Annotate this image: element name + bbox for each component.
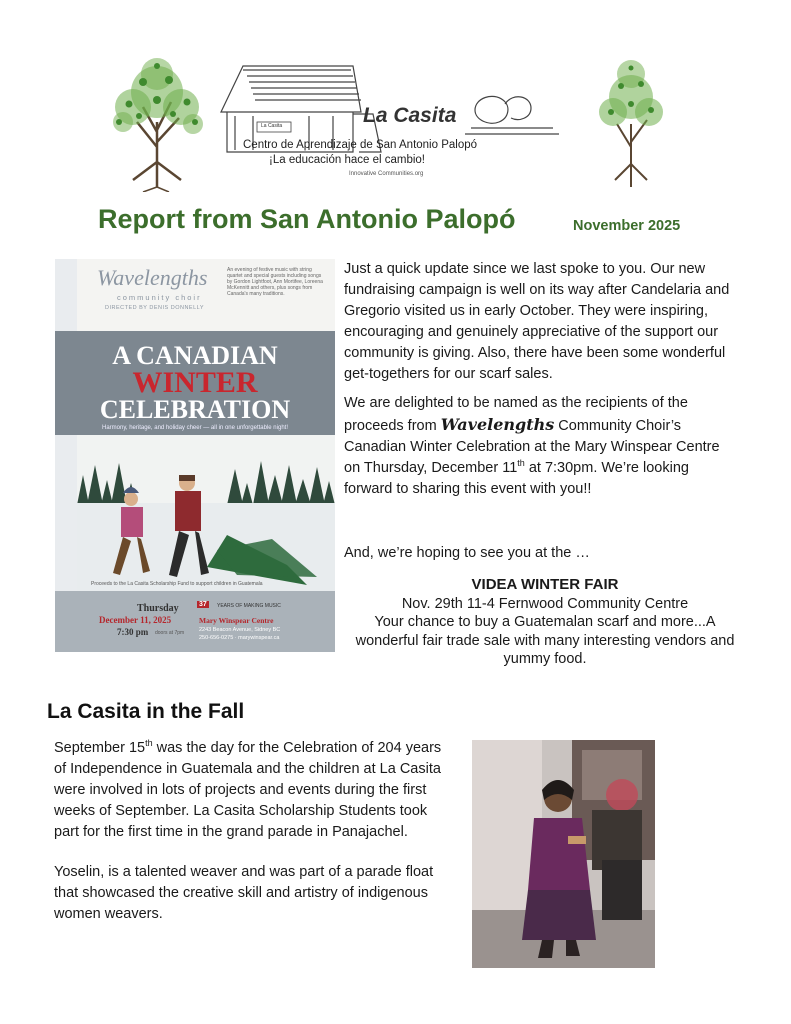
fair-description: Your chance to buy a Guatemalan scarf and more...A wonderful fair trade sale with many interesting vendors and yummy food.: [355, 614, 735, 667]
fall-text-1b: was the day for the Celebration of 204 years of Independence in Guatemala and the children at La Casita were involved in lots of projects and events during the first weeks of September. La Casita Scholarship Students took part for the first time in the grand parade in Panajachel.: [54, 740, 442, 840]
fair-title: VIDEA WINTER FAIR: [471, 576, 619, 593]
poster-37-logo: 37: [199, 601, 207, 608]
recipients-text-1: We are delighted to be named as the recipients of the proceeds from: [344, 395, 688, 434]
poster-proceeds-note: Proceeds to the La Casita Scholarship Fund to support children in Guatemala: [91, 581, 263, 587]
logo-name: La Casita: [363, 104, 457, 127]
poster-choir-name: Wavelengths: [97, 265, 208, 290]
report-date: November 2025: [573, 218, 681, 234]
poster-title-band: [55, 331, 335, 435]
poster-header: [77, 259, 335, 331]
recipients-text-3: at 7:30pm. We’re looking forward to sharing this event with you!!: [344, 460, 689, 497]
fall-sup: th: [145, 738, 153, 749]
house-sign: La Casita: [261, 123, 283, 129]
la-casita-logo: [213, 52, 579, 182]
poster-doors: doors at 7pm: [155, 630, 185, 636]
poster-footer: [55, 591, 335, 652]
recipients-paragraph: [344, 393, 739, 500]
recipients-sup: th: [517, 458, 525, 469]
winter-scene-image: [77, 435, 335, 591]
page-title: Report from San Antonio Palopó: [98, 204, 516, 234]
section-title: La Casita in the Fall: [47, 700, 245, 723]
logo-tagline-1: Centro de Aprendizaje de San Antonio Palopó: [243, 139, 478, 151]
intro-paragraph: Just a quick update since we last spoke to you. Our new fundraising campaign is well on its way after Candelaria and Gregorio visited us in early October. They were inspiring, encouraging and genuinely appreciative of the support our community is giving. Also, there have been some wonderful get-togethers for our scarf sales.: [344, 261, 730, 382]
poster-director: DIRECTED BY DENIS DONNELLY: [105, 305, 204, 311]
logo-tagline-2: ¡La educación hace el cambio!: [269, 154, 425, 166]
poster-line-2: WINTER: [132, 366, 258, 399]
poster-choir-sub: community choir: [117, 293, 202, 302]
weaver-photo-image: [472, 740, 655, 968]
poster-time: 7:30 pm: [117, 627, 149, 637]
fall-paragraph-1: [54, 738, 452, 843]
poster-address: 2243 Beacon Avenue, Sidney BC: [199, 627, 281, 633]
logo-url: Innovative Communities.org: [349, 171, 424, 177]
winter-fair-block: [353, 576, 737, 669]
recipients-text-2: Community Choir’s Canadian Winter Celebration at the Mary Winspear Centre on Thursday, December 11: [344, 418, 720, 476]
poster-contact: 250-656-0275 · marywinspear.ca: [199, 635, 280, 641]
event-poster: [55, 259, 335, 652]
hoping-line: And, we’re hoping to see you at the …: [344, 545, 590, 561]
poster-series: YEARS OF MAKING MUSIC: [217, 603, 281, 609]
fall-text-1a: September 15: [54, 740, 146, 756]
poster-venue: Mary Winspear Centre: [199, 616, 274, 625]
tree-right-icon: [595, 52, 667, 192]
poster-date: December 11, 2025: [99, 615, 172, 625]
poster-line-1: A CANADIAN: [112, 341, 278, 370]
yoselin-photo: [472, 740, 655, 968]
fall-paragraph-2: Yoselin, is a talented weaver and was part of a parade float that showcased the creative skill and artistry of indigenous women weavers.: [54, 864, 434, 922]
poster-tagline: Harmony, heritage, and holiday cheer — all in one unforgettable night!: [101, 425, 288, 431]
fair-details: Nov. 29th 11-4 Fernwood Community Centre: [401, 595, 689, 612]
poster-illustration: [77, 435, 335, 591]
tree-left-icon: [103, 52, 211, 192]
poster-blurb: An evening of festive music with string quartet and special guests including songs by Gordon Lightfoot, Ann Mortifee, Loreena McKennitt and others, plus songs from Canada's many traditions.: [227, 267, 323, 297]
poster-day: Thursday: [137, 603, 179, 614]
poster-line-3: CELEBRATION: [99, 395, 291, 424]
wavelengths-brand: Wavelengths: [440, 415, 555, 434]
